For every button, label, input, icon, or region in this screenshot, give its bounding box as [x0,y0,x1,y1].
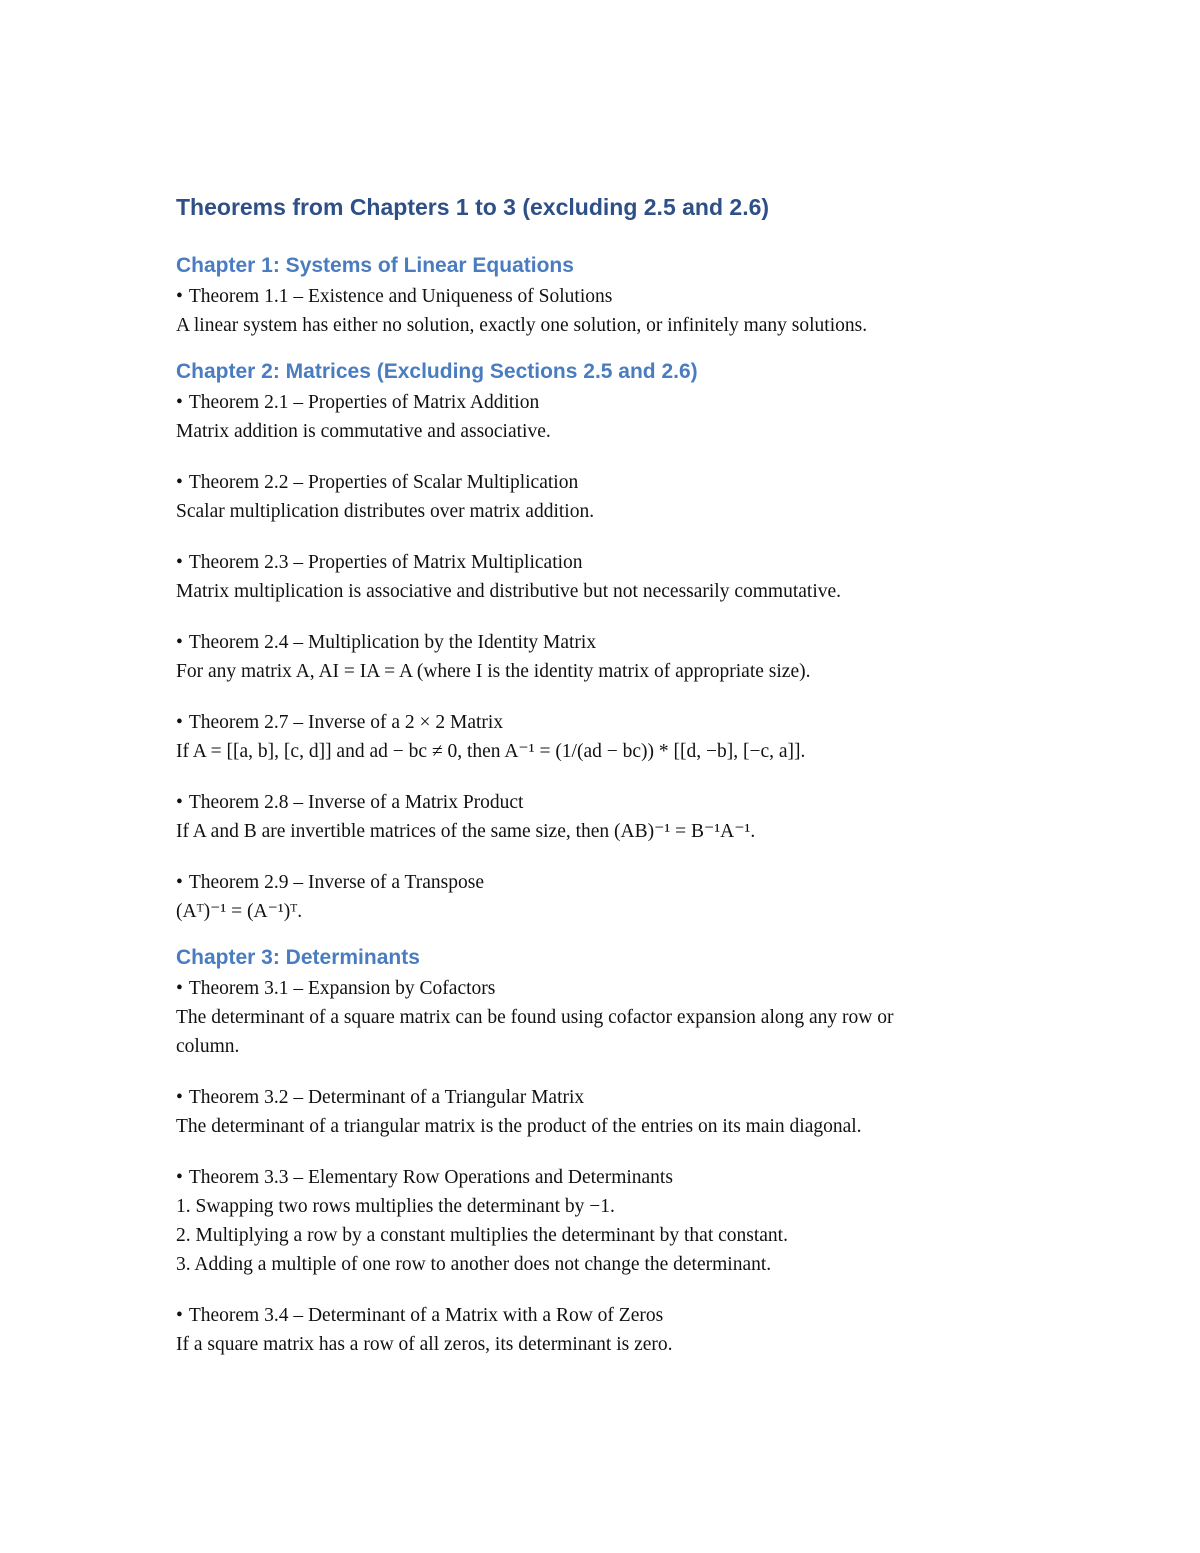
chapter-heading: Chapter 2: Matrices (Excluding Sections 2.5 and 2.6) [176,360,698,383]
theorem-statement: A linear system has either no solution, exactly one solution, or infinitely many solutions. [176,315,868,336]
theorem-statement: Matrix multiplication is associative and distributive but not necessarily commutative. [176,581,842,602]
theorem-block [176,1301,1056,1359]
bullet-icon: • [176,1305,183,1326]
theorem-statement: The determinant of a square matrix can be found using cofactor expansion along any row or [176,1007,894,1028]
theorem-title-line [176,1301,1056,1330]
theorem-title-line [176,974,1056,1003]
theorem-statement: Matrix addition is commutative and associative. [176,421,551,442]
theorem-title: Theorem 3.1 – Expansion by Cofactors [188,978,496,999]
chapters-container [176,252,1056,1359]
theorem-title-line [176,788,1056,817]
theorem-statement: 1. Swapping two rows multiplies the determinant by −1. [176,1196,615,1217]
theorem-statement: column. [176,1036,240,1057]
theorem-statement: For any matrix A, AI = IA = A (where I is the identity matrix of appropriate size). [176,661,811,682]
bullet-icon: • [176,712,183,733]
theorem-title: Theorem 1.1 – Existence and Uniqueness of Solutions [188,286,613,307]
theorem-statement: If A and B are invertible matrices of the same size, then (AB)⁻¹ = B⁻¹A⁻¹. [176,821,756,842]
bullet-icon: • [176,872,183,893]
theorem-block [176,1083,1056,1141]
theorem-block [176,788,1056,846]
theorem-statement: 2. Multiplying a row by a constant multiplies the determinant by that constant. [176,1225,788,1246]
chapter-heading: Chapter 3: Determinants [176,946,420,969]
bullet-icon: • [176,792,183,813]
theorem-title: Theorem 2.4 – Multiplication by the Identity Matrix [188,632,597,653]
bullet-icon: • [176,978,183,999]
theorem-title: Theorem 2.8 – Inverse of a Matrix Product [188,792,524,813]
theorem-title: Theorem 2.3 – Properties of Matrix Multiplication [188,552,583,573]
chapter-section [176,944,1056,1359]
chapter-section [176,358,1056,926]
theorem-block [176,868,1056,926]
theorem-title: Theorem 2.2 – Properties of Scalar Multiplication [188,472,579,493]
bullet-icon: • [176,632,183,653]
theorem-block [176,548,1056,606]
theorem-title: Theorem 2.1 – Properties of Matrix Addition [188,392,540,413]
theorem-title: Theorem 3.3 – Elementary Row Operations and Determinants [188,1167,673,1188]
theorem-title-line [176,708,1056,737]
theorem-statement: Scalar multiplication distributes over matrix addition. [176,501,595,522]
theorem-title: Theorem 3.4 – Determinant of a Matrix with a Row of Zeros [188,1305,664,1326]
theorem-block [176,974,1056,1061]
theorem-statement: If A = [[a, b], [c, d]] and ad − bc ≠ 0, then A⁻¹ = (1/(ad − bc)) * [[d, −b], [−c, a]]. [176,741,806,762]
theorem-statement: If a square matrix has a row of all zeros, its determinant is zero. [176,1334,673,1355]
theorem-block [176,708,1056,766]
theorem-title-line [176,468,1056,497]
theorem-title: Theorem 2.9 – Inverse of a Transpose [188,872,484,893]
bullet-icon: • [176,552,183,573]
theorem-statement: (Aᵀ)⁻¹ = (A⁻¹)ᵀ. [176,901,303,922]
theorem-title-line [176,628,1056,657]
theorem-title-line [176,868,1056,897]
theorem-statement: The determinant of a triangular matrix is the product of the entries on its main diagonal. [176,1116,862,1137]
theorem-block [176,468,1056,526]
bullet-icon: • [176,472,183,493]
bullet-icon: • [176,1167,183,1188]
theorem-title-line [176,282,1056,311]
chapter-heading: Chapter 1: Systems of Linear Equations [176,254,574,277]
theorem-block [176,282,1056,340]
bullet-icon: • [176,286,183,307]
theorem-title-line [176,1163,1056,1192]
document-title: Theorems from Chapters 1 to 3 (excluding 2.5 and 2.6) [176,194,770,220]
theorem-title-line [176,1083,1056,1112]
theorem-block [176,388,1056,446]
theorem-title: Theorem 2.7 – Inverse of a 2 × 2 Matrix [188,712,504,733]
theorem-title-line [176,548,1056,577]
theorem-block [176,628,1056,686]
chapter-section [176,252,1056,340]
theorem-title-line [176,388,1056,417]
theorem-statement: 3. Adding a multiple of one row to another does not change the determinant. [176,1254,772,1275]
document-page [176,192,1056,1377]
theorem-block [176,1163,1056,1279]
bullet-icon: • [176,392,183,413]
bullet-icon: • [176,1087,183,1108]
theorem-title: Theorem 3.2 – Determinant of a Triangular Matrix [188,1087,585,1108]
